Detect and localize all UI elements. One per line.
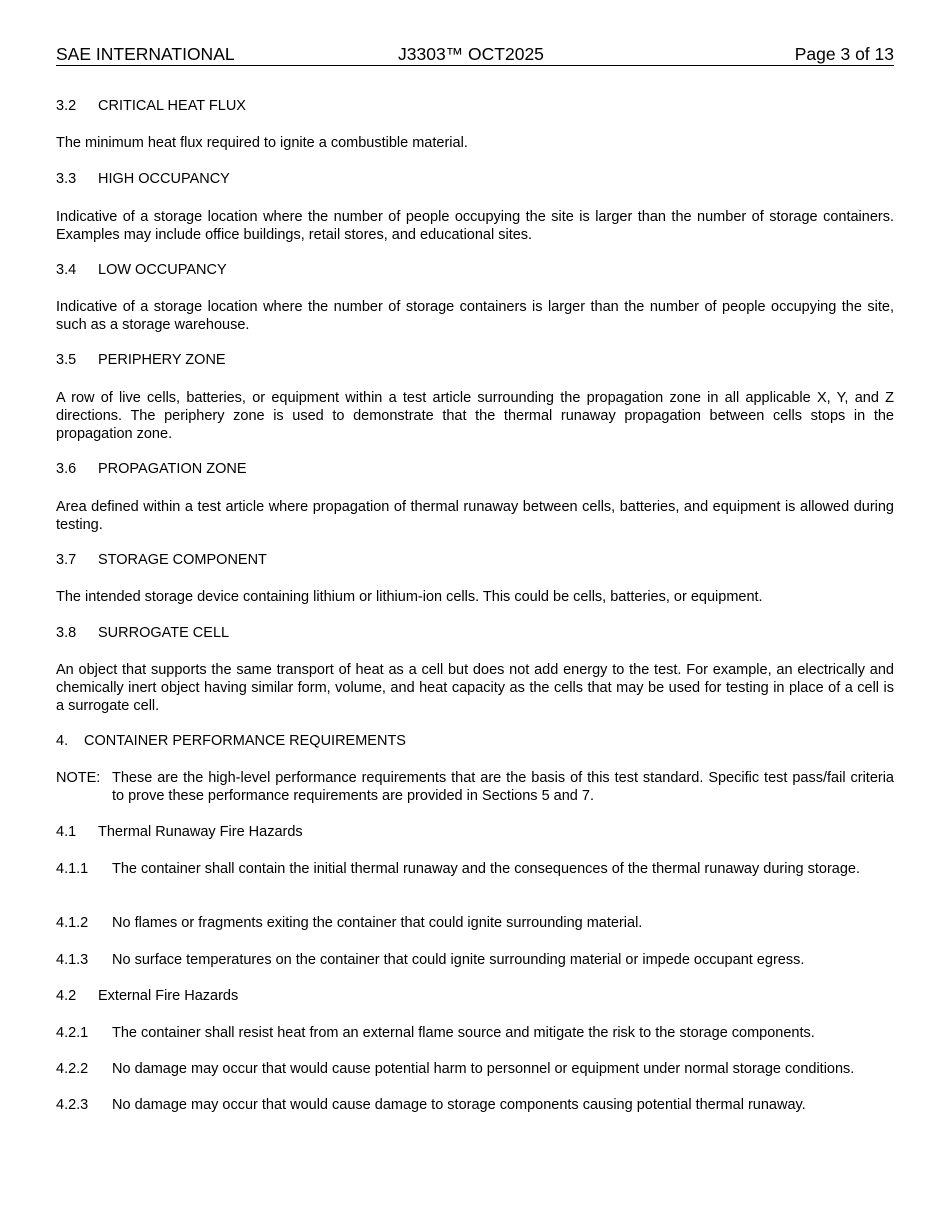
section-title: SURROGATE CELL (98, 625, 230, 641)
section-text-3-3: Indicative of a storage location where the number of people occupying the site is larger than the number of storage containers. Examples may include office buildings, retail stores, and educational sites. (56, 209, 894, 243)
section-number: 3.2 (56, 98, 77, 114)
page-header (56, 44, 894, 66)
subsection-number: 4.1.2 (56, 915, 89, 931)
header-page-number: Page 3 of 13 (794, 44, 894, 64)
subsection-number: 4.2.2 (56, 1061, 89, 1077)
header-document-id: J3303™ OCT2025 (398, 44, 544, 64)
section-title: CRITICAL HEAT FLUX (98, 98, 246, 114)
section-heading-4 (56, 732, 894, 750)
section-number: 3.4 (56, 262, 77, 278)
section-title: Thermal Runaway Fire Hazards (98, 824, 303, 840)
subsection-number: 4.2.3 (56, 1097, 89, 1113)
subsection-4-2-2 (56, 1060, 894, 1078)
section-number: 3.5 (56, 352, 77, 368)
section-title: HIGH OCCUPANCY (98, 171, 230, 187)
note-label: NOTE: (56, 770, 101, 786)
section-number: 3.8 (56, 625, 77, 641)
section-heading-4-1 (56, 823, 894, 841)
section-heading-3-6 (56, 460, 894, 478)
section-heading-3-2 (56, 97, 894, 115)
note-block (56, 769, 894, 805)
subsection-text: The container shall resist heat from an external flame source and mitigate the risk to the storage components. (112, 1025, 815, 1041)
section-text-3-7: The intended storage device containing lithium or lithium-ion cells. This could be cells, batteries, or equipment. (56, 589, 763, 605)
subsection-number: 4.2.1 (56, 1025, 89, 1041)
section-title: External Fire Hazards (98, 988, 239, 1004)
section-text-3-5: A row of live cells, batteries, or equipment within a test article surrounding the propagation zone in all applicable X, Y, and Z directions. The periphery zone is used to demonstrate that the thermal runaway propagation between cells stops in the propagation zone. (56, 390, 894, 442)
subsection-text: No damage may occur that would cause potential harm to personnel or equipment under normal storage conditions. (112, 1061, 855, 1077)
section-heading-3-7 (56, 551, 894, 569)
subsection-4-1-3 (56, 951, 894, 969)
section-number: 4.1 (56, 824, 77, 840)
section-title: STORAGE COMPONENT (98, 552, 267, 568)
section-text-3-8: An object that supports the same transport of heat as a cell but does not add energy to the test. For example, an electrically and chemically inert object having similar form, volume, and heat capacity as the cells that may be used for testing in place of a cell is a surrogate cell. (56, 662, 894, 714)
section-number: 4.2 (56, 988, 77, 1004)
section-text-3-2: The minimum heat flux required to ignite a combustible material. (56, 135, 468, 151)
subsection-text: No surface temperatures on the container that could ignite surrounding material or impede occupant egress. (112, 952, 805, 968)
subsection-text: The container shall contain the initial thermal runaway and the consequences of the thermal runaway during storage. (112, 861, 860, 877)
subsection-text: No damage may occur that would cause damage to storage components causing potential thermal runaway. (112, 1097, 806, 1113)
subsection-4-2-1 (56, 1024, 894, 1042)
section-heading-3-3 (56, 170, 894, 188)
note-text: These are the high-level performance requirements that are the basis of this test standard. Specific test pass/fail criteria to prove these performance requirements are provided in Sections 5 and 7. (112, 770, 894, 804)
header-organization: SAE INTERNATIONAL (56, 44, 235, 64)
subsection-text: No flames or fragments exiting the container that could ignite surrounding material. (112, 915, 643, 931)
section-heading-3-4 (56, 261, 894, 279)
subsection-4-1-2 (56, 914, 894, 932)
section-number: 3.7 (56, 552, 77, 568)
section-title: LOW OCCUPANCY (98, 262, 227, 278)
section-heading-4-2 (56, 987, 894, 1005)
subsection-number: 4.1.1 (56, 861, 89, 877)
subsection-4-1-1 (56, 860, 894, 878)
section-title: CONTAINER PERFORMANCE REQUIREMENTS (84, 733, 406, 749)
section-heading-3-5 (56, 351, 894, 369)
section-heading-3-8 (56, 624, 894, 642)
section-title: PERIPHERY ZONE (98, 352, 226, 368)
subsection-number: 4.1.3 (56, 952, 89, 968)
section-text-3-4: Indicative of a storage location where the number of storage containers is larger than the number of people occupying the site, such as a storage warehouse. (56, 299, 894, 333)
section-number: 3.6 (56, 461, 77, 477)
section-text-3-6: Area defined within a test article where propagation of thermal runaway between cells, batteries, and equipment is allowed during testing. (56, 499, 894, 533)
section-title: PROPAGATION ZONE (98, 461, 247, 477)
subsection-4-2-3 (56, 1096, 894, 1114)
section-number: 3.3 (56, 171, 77, 187)
section-number: 4. (56, 733, 69, 749)
